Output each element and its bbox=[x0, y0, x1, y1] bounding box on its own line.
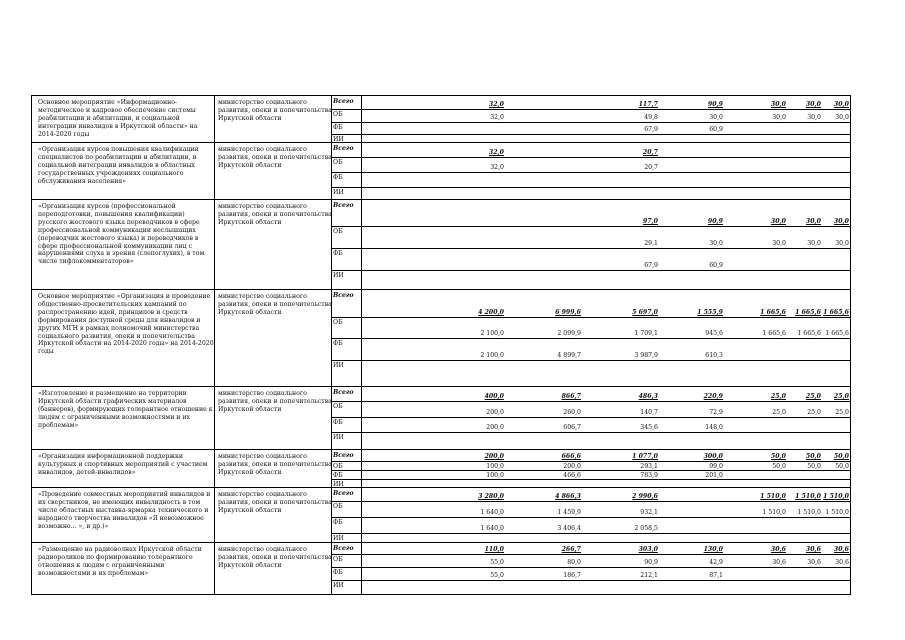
column-border bbox=[31, 200, 32, 290]
amount-cell: 1 709,1 bbox=[634, 330, 658, 337]
activity-name: «Организация курсов повышения квалификации специалистов по реабилитации и абилитации, и социальной интеграции инвалидов в областных государственных учреждениях социального обслуживания населения» bbox=[38, 146, 199, 185]
amount-cell: 1 665,6 bbox=[795, 309, 821, 316]
amount-cell: 212,1 bbox=[640, 572, 658, 579]
row-divider bbox=[331, 554, 851, 555]
column-border bbox=[331, 200, 332, 290]
executor-name: министерство социального развития, опеки и попечительства Иркутской области bbox=[218, 99, 332, 122]
row-divider bbox=[331, 533, 851, 534]
funding-source-label: Всего bbox=[333, 98, 354, 105]
amount-cell: 3 406,4 bbox=[557, 525, 581, 532]
activity-name: «Изготовление и размещение на территории Иркутской области графических материалов (баннеров), формирующих толерантное отношение к людям с ограниченными возможностями и их проблемам» bbox=[38, 390, 213, 429]
amount-cell: 2 058,5 bbox=[634, 525, 658, 532]
amount-cell: 87,1 bbox=[709, 572, 723, 579]
amount-cell: 932,1 bbox=[640, 509, 658, 516]
funding-source-label: ОБ bbox=[333, 463, 343, 470]
amount-cell: 201,0 bbox=[705, 472, 723, 479]
row-divider bbox=[331, 317, 851, 318]
executor-name: министерство социального развития, опеки и попечительства Иркутской области bbox=[218, 203, 332, 226]
amount-cell: 6 999,6 bbox=[555, 309, 581, 316]
funding-source-label: ФБ bbox=[333, 340, 343, 347]
amount-cell: 20,7 bbox=[644, 164, 658, 171]
funding-source-label: ОБ bbox=[333, 503, 343, 510]
amount-cell: 30,6 bbox=[833, 546, 849, 553]
amount-cell: 30,6 bbox=[805, 546, 821, 553]
activity-name: «Организация курсов (профессиональной переподготовки, повышения квалификации) русского жестового языка переводчиков в сфере профессиональной коммуникации неслышащих (переводчик жестового языка) и переводчиков в сфере профессиональной коммуникации лиц с нарушениями слуха и зрения (слепоглухих), в том числе тифлокомментаторов» bbox=[38, 203, 205, 266]
executor-name: министерство социального развития, опеки и попечительства Иркутской области bbox=[218, 453, 332, 476]
amount-cell: 30,0 bbox=[807, 240, 821, 247]
amount-cell: 32,0 bbox=[488, 149, 504, 156]
column-border bbox=[31, 543, 32, 594]
row-divider bbox=[331, 461, 851, 462]
amount-cell: 60,9 bbox=[709, 262, 723, 269]
amount-cell: 4 866,3 bbox=[555, 493, 581, 500]
row-divider bbox=[331, 157, 851, 158]
amount-cell: 50,0 bbox=[833, 453, 849, 460]
funding-source-label: ИИ bbox=[333, 582, 344, 589]
amount-cell: 55,0 bbox=[490, 559, 504, 566]
amount-cell: 220,9 bbox=[703, 393, 723, 400]
amount-cell: 30,0 bbox=[772, 114, 786, 121]
column-border bbox=[850, 543, 851, 594]
amount-cell: 30,0 bbox=[770, 101, 786, 108]
amount-cell: 67,9 bbox=[644, 126, 658, 133]
amount-cell: 1 510,0 bbox=[762, 509, 786, 516]
amount-cell: 2 099,9 bbox=[557, 330, 581, 337]
amount-cell: 97,0 bbox=[642, 218, 658, 225]
amount-cell: 4 200,0 bbox=[478, 309, 504, 316]
amount-cell: 30,6 bbox=[807, 559, 821, 566]
column-border bbox=[214, 450, 215, 488]
column-border bbox=[214, 96, 215, 143]
column-border bbox=[850, 450, 851, 488]
column-border bbox=[361, 450, 362, 488]
amount-cell: 1 459,9 bbox=[557, 509, 581, 516]
row-divider bbox=[331, 134, 851, 135]
row-divider bbox=[331, 248, 851, 249]
funding-source-label: ИИ bbox=[333, 362, 344, 369]
row-divider bbox=[331, 417, 851, 418]
funding-source-label: ИИ bbox=[333, 136, 344, 143]
row-divider bbox=[331, 360, 851, 361]
funding-source-label: ОБ bbox=[333, 319, 343, 326]
amount-cell: 30,6 bbox=[772, 559, 786, 566]
amount-cell: 1 077,0 bbox=[632, 453, 658, 460]
amount-cell: 1 665,6 bbox=[762, 330, 786, 337]
funding-source-label: Всего bbox=[333, 292, 354, 299]
amount-cell: 30,0 bbox=[835, 240, 849, 247]
program-block bbox=[31, 386, 851, 450]
amount-cell: 90,9 bbox=[644, 559, 658, 566]
amount-cell: 345,6 bbox=[640, 424, 658, 431]
amount-cell: 30,0 bbox=[709, 114, 723, 121]
column-border bbox=[850, 96, 851, 143]
executor-name: министерство социального развития, опеки и попечительства Иркутской области bbox=[218, 491, 332, 514]
row-divider bbox=[331, 401, 851, 402]
amount-cell: 25,0 bbox=[807, 409, 821, 416]
amount-cell: 72,9 bbox=[709, 409, 723, 416]
funding-source-label: Всего bbox=[333, 145, 354, 152]
column-border bbox=[361, 543, 362, 594]
amount-cell: 148,0 bbox=[705, 424, 723, 431]
amount-cell: 1 665,6 bbox=[760, 309, 786, 316]
amount-cell: 25,0 bbox=[805, 393, 821, 400]
funding-source-label: ИИ bbox=[333, 189, 344, 196]
amount-cell: 303,0 bbox=[638, 546, 658, 553]
amount-cell: 100,0 bbox=[486, 463, 504, 470]
amount-cell: 30,0 bbox=[807, 114, 821, 121]
row-divider bbox=[331, 567, 851, 568]
row-divider bbox=[331, 109, 851, 110]
amount-cell: 1 510,0 bbox=[797, 509, 821, 516]
amount-cell: 866,7 bbox=[561, 393, 581, 400]
amount-cell: 1 640,0 bbox=[480, 525, 504, 532]
amount-cell: 25,0 bbox=[772, 409, 786, 416]
executor-name: министерство социального развития, опеки и попечительства Иркутской области bbox=[218, 293, 332, 316]
column-border bbox=[850, 488, 851, 543]
amount-cell: 90,9 bbox=[707, 218, 723, 225]
amount-cell: 666,6 bbox=[561, 453, 581, 460]
amount-cell: 49,8 bbox=[644, 114, 658, 121]
amount-cell: 1 510,0 bbox=[823, 493, 849, 500]
amount-cell: 200,0 bbox=[486, 424, 504, 431]
program-block bbox=[31, 449, 851, 488]
funding-source-label: ИИ bbox=[333, 481, 344, 488]
row-divider bbox=[331, 432, 851, 433]
column-border bbox=[214, 543, 215, 594]
column-border bbox=[331, 387, 332, 450]
amount-cell: 25,0 bbox=[833, 393, 849, 400]
funding-source-label: Всего bbox=[333, 452, 354, 459]
activity-name: «Проведение совместных мероприятий инвалидов и их сверстников, не имеющих инвалидность в том числе областных выставка-ярмарка технического и народного творчества инвалидов «Я невозможное возможно... », и др.)» bbox=[38, 491, 211, 530]
amount-cell: 260,0 bbox=[563, 409, 581, 416]
funding-source-label: ОБ bbox=[333, 228, 343, 235]
amount-cell: 400,0 bbox=[484, 393, 504, 400]
amount-cell: 4 899,7 bbox=[557, 352, 581, 359]
amount-cell: 140,7 bbox=[640, 409, 658, 416]
column-border bbox=[361, 387, 362, 450]
funding-source-label: Всего bbox=[333, 202, 354, 209]
amount-cell: 55,0 bbox=[490, 572, 504, 579]
funding-source-label: ОБ bbox=[333, 403, 343, 410]
amount-cell: 25,0 bbox=[770, 393, 786, 400]
amount-cell: 466,6 bbox=[563, 472, 581, 479]
amount-cell: 1 555,9 bbox=[697, 309, 723, 316]
amount-cell: 1 510,0 bbox=[825, 509, 849, 516]
amount-cell: 50,0 bbox=[807, 463, 821, 470]
column-border bbox=[850, 387, 851, 450]
row-divider bbox=[331, 517, 851, 518]
funding-source-label: ФБ bbox=[333, 250, 343, 257]
column-border bbox=[214, 200, 215, 290]
activity-name: «Размещение на радиоволнах Иркутской области радиороликов по формированию толерантного отношения к людям с ограниченными возможностями и их проблемам» bbox=[38, 546, 202, 577]
funding-source-label: Всего bbox=[333, 545, 354, 552]
activity-name: «Организация информационной поддержки культурных и спортивных мероприятий с участием инвалидов, детей-инвалидов» bbox=[38, 453, 208, 476]
amount-cell: 30,6 bbox=[770, 546, 786, 553]
budget-table bbox=[31, 95, 851, 593]
amount-cell: 2 990,6 bbox=[632, 493, 658, 500]
amount-cell: 30,0 bbox=[805, 101, 821, 108]
column-border bbox=[31, 290, 32, 387]
amount-cell: 1 510,0 bbox=[795, 493, 821, 500]
executor-name: министерство социального развития, опеки и попечительства Иркутской области bbox=[218, 390, 332, 413]
column-border bbox=[331, 488, 332, 543]
amount-cell: 30,6 bbox=[835, 559, 849, 566]
activity-name: Основное мероприятие «Информационно-методическое и кадровое обеспечение системы реабилитации и абилитации, и социальной интеграции инвалидов в Иркутской области» на 2014-2020 годы bbox=[38, 99, 198, 138]
amount-cell: 100,0 bbox=[486, 472, 504, 479]
amount-cell: 266,7 bbox=[561, 546, 581, 553]
funding-source-label: ФБ bbox=[333, 174, 343, 181]
amount-cell: 110,0 bbox=[484, 546, 504, 553]
funding-source-label: Всего bbox=[333, 389, 354, 396]
program-block bbox=[31, 142, 851, 200]
row-divider bbox=[331, 122, 851, 123]
amount-cell: 99,0 bbox=[709, 463, 723, 470]
amount-cell: 30,0 bbox=[833, 218, 849, 225]
row-divider bbox=[331, 270, 851, 271]
amount-cell: 50,0 bbox=[805, 453, 821, 460]
column-border bbox=[214, 290, 215, 387]
program-block bbox=[31, 199, 851, 290]
amount-cell: 67,9 bbox=[644, 262, 658, 269]
amount-cell: 1 665,6 bbox=[823, 309, 849, 316]
funding-source-label: ФБ bbox=[333, 472, 343, 479]
amount-cell: 300,0 bbox=[703, 453, 723, 460]
column-border bbox=[31, 387, 32, 450]
row-divider bbox=[331, 580, 851, 581]
amount-cell: 50,0 bbox=[770, 453, 786, 460]
row-divider bbox=[331, 470, 851, 471]
funding-source-label: ИИ bbox=[333, 535, 344, 542]
funding-source-label: ИИ bbox=[333, 434, 344, 441]
column-border bbox=[31, 96, 32, 143]
program-block bbox=[31, 487, 851, 543]
amount-cell: 42,9 bbox=[709, 559, 723, 566]
amount-cell: 29,1 bbox=[644, 240, 658, 247]
column-border bbox=[850, 200, 851, 290]
amount-cell: 3 987,9 bbox=[634, 352, 658, 359]
program-block bbox=[31, 542, 851, 595]
funding-source-label: ФБ bbox=[333, 569, 343, 576]
amount-cell: 20,7 bbox=[642, 149, 658, 156]
row-divider bbox=[331, 501, 851, 502]
amount-cell: 1 640,0 bbox=[480, 509, 504, 516]
amount-cell: 117,7 bbox=[638, 101, 658, 108]
amount-cell: 3 280,0 bbox=[478, 493, 504, 500]
amount-cell: 200,0 bbox=[486, 409, 504, 416]
amount-cell: 1 665,6 bbox=[797, 330, 821, 337]
amount-cell: 32,0 bbox=[490, 164, 504, 171]
column-border bbox=[214, 488, 215, 543]
column-border bbox=[361, 200, 362, 290]
amount-cell: 32,0 bbox=[488, 101, 504, 108]
amount-cell: 30,0 bbox=[709, 240, 723, 247]
amount-cell: 783,9 bbox=[640, 472, 658, 479]
amount-cell: 30,0 bbox=[770, 218, 786, 225]
column-border bbox=[331, 450, 332, 488]
column-border bbox=[31, 450, 32, 488]
column-border bbox=[331, 543, 332, 594]
row-divider bbox=[331, 479, 851, 480]
amount-cell: 50,0 bbox=[772, 463, 786, 470]
amount-cell: 80,0 bbox=[567, 559, 581, 566]
amount-cell: 1 510,0 bbox=[760, 493, 786, 500]
amount-cell: 5 697,0 bbox=[632, 309, 658, 316]
amount-cell: 1 665,6 bbox=[825, 330, 849, 337]
executor-name: министерство социального развития, опеки и попечительства Иркутской области bbox=[218, 546, 332, 569]
row-divider bbox=[331, 172, 851, 173]
amount-cell: 25,0 bbox=[835, 409, 849, 416]
program-block bbox=[31, 289, 851, 387]
column-border bbox=[361, 96, 362, 143]
row-divider bbox=[331, 338, 851, 339]
row-divider bbox=[331, 226, 851, 227]
amount-cell: 30,0 bbox=[805, 218, 821, 225]
amount-cell: 30,0 bbox=[772, 240, 786, 247]
amount-cell: 130,0 bbox=[703, 546, 723, 553]
activity-name: Основное мероприятие «Организация и проведение общественно-просветительских кампаний по распространению идей, принципов и средств формирования доступной среды для инвалидов и других МГН в рамках полномочий министерства социального развития, опеки и попечительства Иркутской области на 2014-2020 годы» на 2014-2020 годы bbox=[38, 293, 214, 356]
funding-source-label: ОБ bbox=[333, 159, 343, 166]
funding-source-label: Всего bbox=[333, 490, 354, 497]
funding-source-label: ОБ bbox=[333, 556, 343, 563]
amount-cell: 30,0 bbox=[835, 114, 849, 121]
funding-source-label: ИИ bbox=[333, 272, 344, 279]
amount-cell: 486,3 bbox=[638, 393, 658, 400]
executor-name: министерство социального развития, опеки и попечительства Иркутской области bbox=[218, 146, 332, 169]
column-border bbox=[214, 387, 215, 450]
amount-cell: 50,0 bbox=[835, 463, 849, 470]
funding-source-label: ФБ bbox=[333, 124, 343, 131]
amount-cell: 2 100,0 bbox=[480, 352, 504, 359]
column-border bbox=[361, 488, 362, 543]
amount-cell: 90,9 bbox=[707, 101, 723, 108]
amount-cell: 186,7 bbox=[563, 572, 581, 579]
amount-cell: 32,0 bbox=[490, 114, 504, 121]
amount-cell: 945,6 bbox=[705, 330, 723, 337]
amount-cell: 30,0 bbox=[833, 101, 849, 108]
column-border bbox=[31, 143, 32, 200]
row-divider bbox=[331, 187, 851, 188]
amount-cell: 60,9 bbox=[709, 126, 723, 133]
funding-source-label: ФБ bbox=[333, 519, 343, 526]
amount-cell: 293,1 bbox=[640, 463, 658, 470]
program-block bbox=[31, 95, 851, 143]
funding-source-label: ФБ bbox=[333, 419, 343, 426]
funding-source-label: ОБ bbox=[333, 111, 343, 118]
column-border bbox=[31, 488, 32, 543]
amount-cell: 200,0 bbox=[563, 463, 581, 470]
amount-cell: 2 100,0 bbox=[480, 330, 504, 337]
column-border bbox=[214, 143, 215, 200]
amount-cell: 610,3 bbox=[705, 352, 723, 359]
amount-cell: 606,7 bbox=[563, 424, 581, 431]
amount-cell: 200,0 bbox=[484, 453, 504, 460]
column-border bbox=[331, 96, 332, 143]
